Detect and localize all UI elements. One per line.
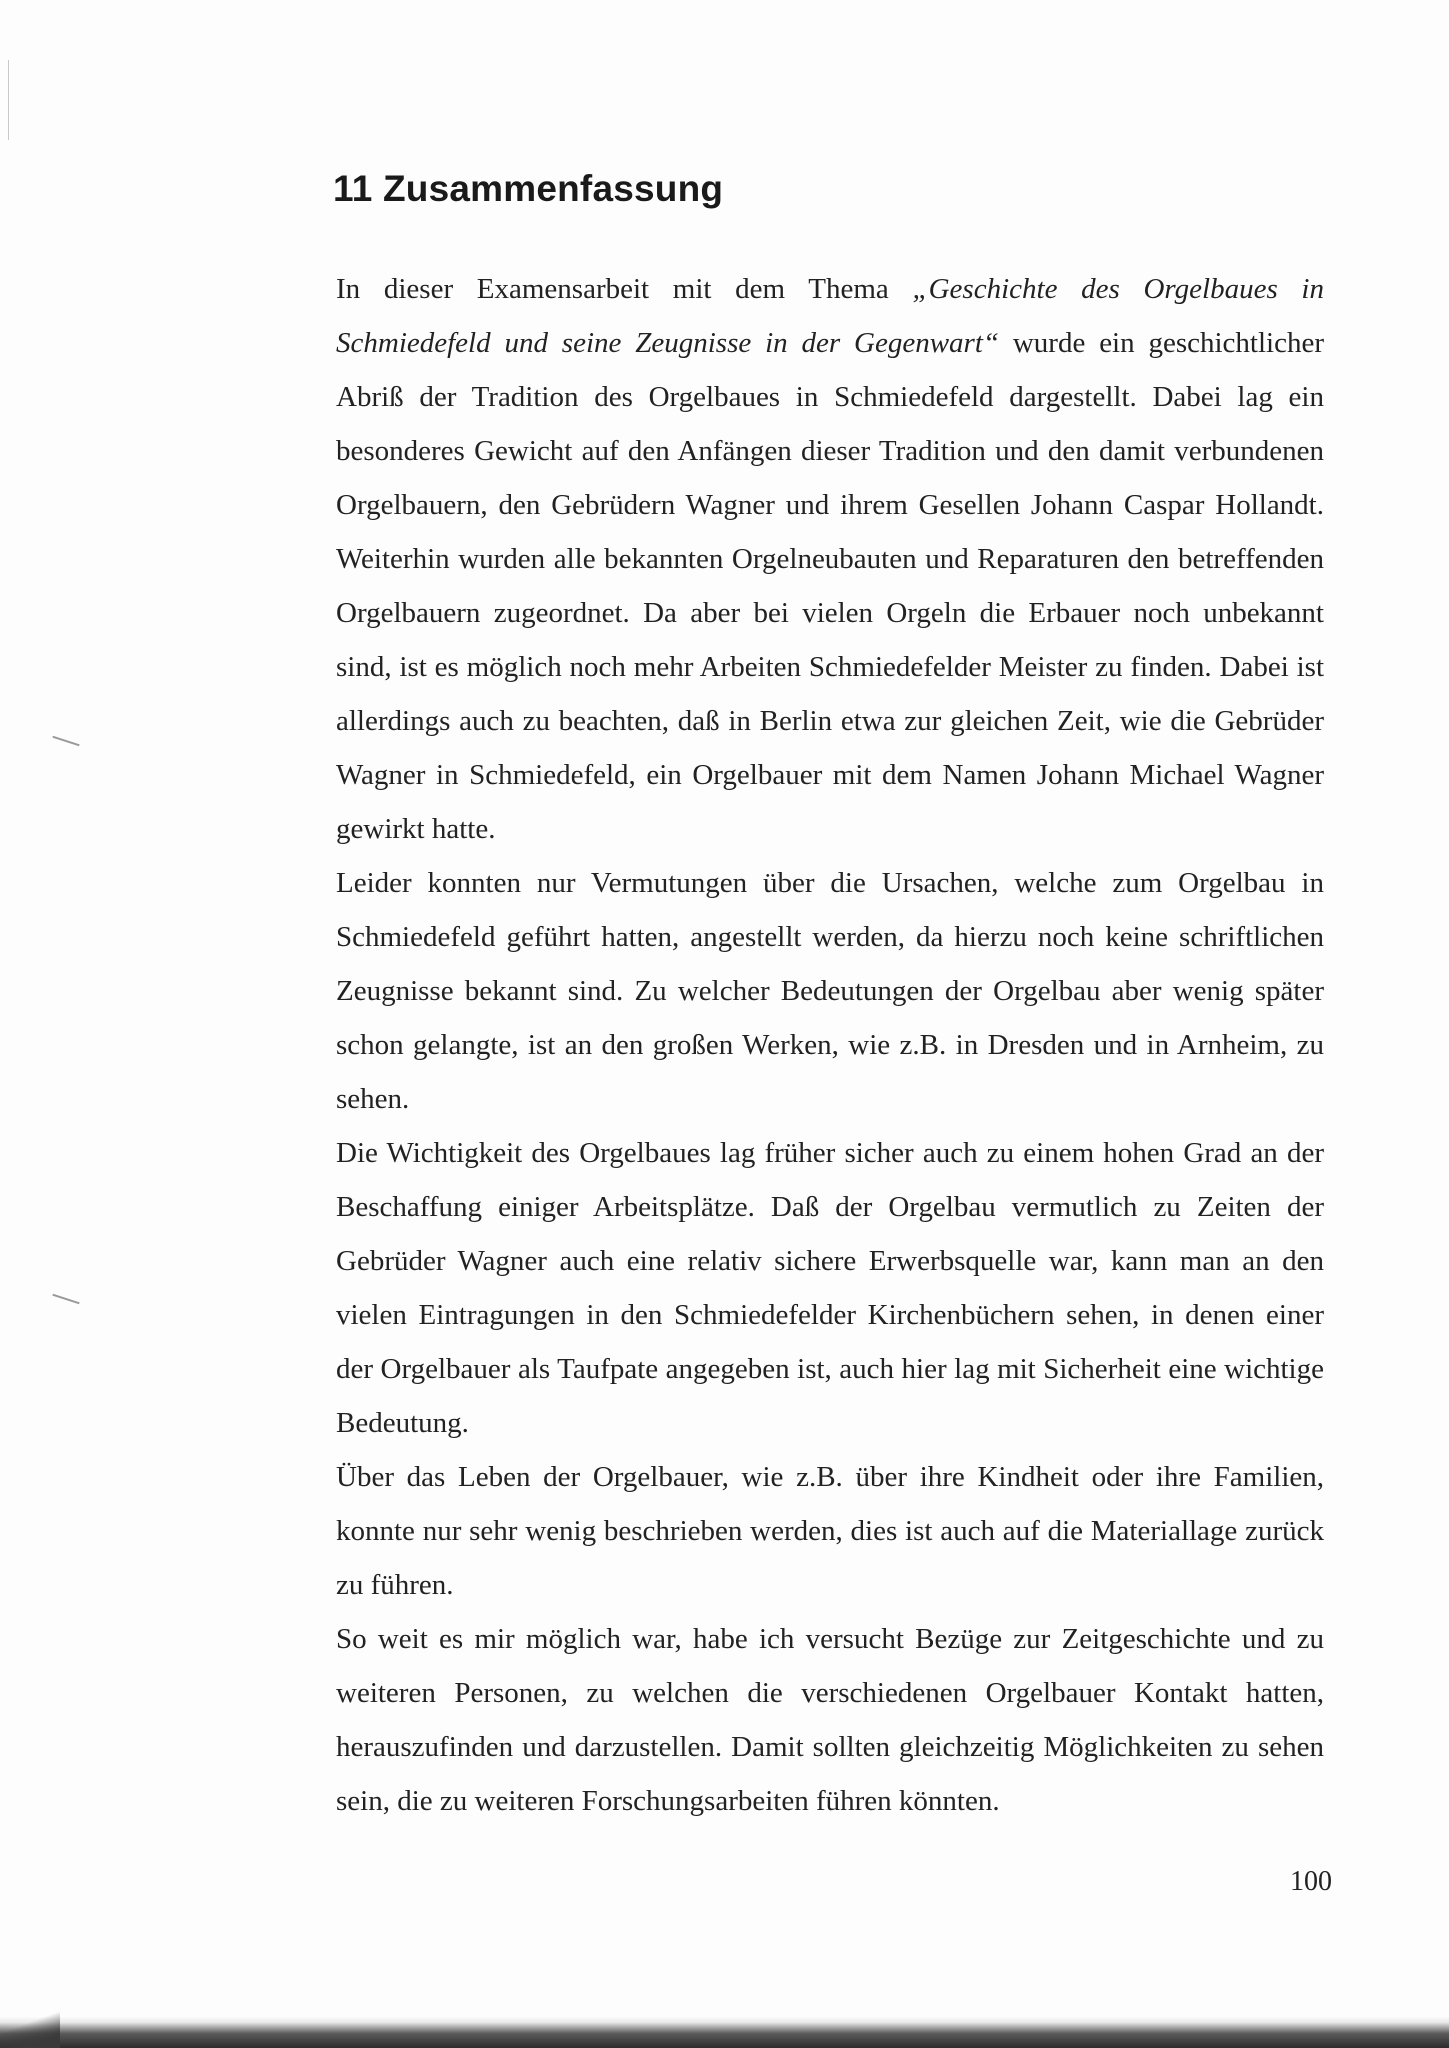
scan-edge-line (8, 60, 9, 140)
margin-mark (52, 1294, 79, 1305)
margin-mark (52, 736, 79, 747)
paragraph-4: Über das Leben der Orgelbauer, wie z.B. über ihre Kindheit oder ihre Familien, konnte nur sehr wenig beschrieben werden, dies ist auch auf die Materiallage zurück zu führen. (336, 1461, 1324, 1601)
scan-shadow-bar (0, 2016, 1449, 2048)
scan-shadow-corner (0, 2008, 60, 2048)
chapter-heading: 11 Zusammenfassung (333, 168, 724, 209)
body-text (336, 262, 1324, 1828)
paragraph-1-rest: wurde ein geschichtlicher Abriß der Tradition des Orgelbaues in Schmiedefeld dargestellt. Dabei lag ein besonderes Gewicht auf den Anfängen dieser Tradition und den damit verbundenen Orgelbauern, den Gebrüdern Wagner und ihrem Gesellen Johann Caspar Hollandt. Weiterhin wurden alle bekannten Orgelneubauten und Reparaturen den betreffenden Orgelbauern zugeordnet. Da aber bei vielen Orgeln die Erbauer noch unbekannt sind, ist es möglich noch mehr Arbeiten Schmiedefelder Meister zu finden. Dabei ist allerdings auch zu beachten, daß in Berlin etwa zur gleichen Zeit, wie die Gebrüder Wagner in Schmiedefeld, ein Orgelbauer mit dem Namen Johann Michael Wagner gewirkt hatte. (336, 327, 1324, 845)
paragraph-2: Leider konnten nur Vermutungen über die Ursachen, welche zum Orgelbau in Schmiedefeld geführt hatten, angestellt werden, da hierzu noch keine schriftlichen Zeugnisse bekannt sind. Zu welcher Bedeutungen der Orgelbau aber wenig später schon gelangte, ist an den großen Werken, wie z.B. in Dresden und in Arnheim, zu sehen. (336, 867, 1324, 1115)
page-number: 100 (1290, 1866, 1332, 1897)
paragraph-3: Die Wichtigkeit des Orgelbaues lag früher sicher auch zu einem hohen Grad an der Beschaffung einiger Arbeitsplätze. Daß der Orgelbau vermutlich zu Zeiten der Gebrüder Wagner auch eine relativ sichere Erwerbsquelle war, kann man an den vielen Eintragungen in den Schmiedefelder Kirchenbüchern sehen, in denen einer der Orgelbauer als Taufpate angegeben ist, auch hier lag mit Sicherheit eine wichtige Bedeutung. (336, 1137, 1324, 1439)
paragraph-5: So weit es mir möglich war, habe ich versucht Bezüge zur Zeitgeschichte und zu weiteren Personen, zu welchen die verschiedenen Orgelbauer Kontakt hatten, herauszufinden und darzustellen. Damit sollten gleichzeitig Möglichkeiten zu sehen sein, die zu weiteren Forschungsarbeiten führen könnten. (336, 1623, 1324, 1817)
thesis-title: „Geschichte des Orgelbaues in Schmiedefeld und seine Zeugnisse in der Gegenwart“ (336, 273, 1324, 359)
paragraph-1 (336, 262, 1324, 856)
paragraph-1-intro: In dieser Examensarbeit mit dem Thema (336, 273, 913, 305)
